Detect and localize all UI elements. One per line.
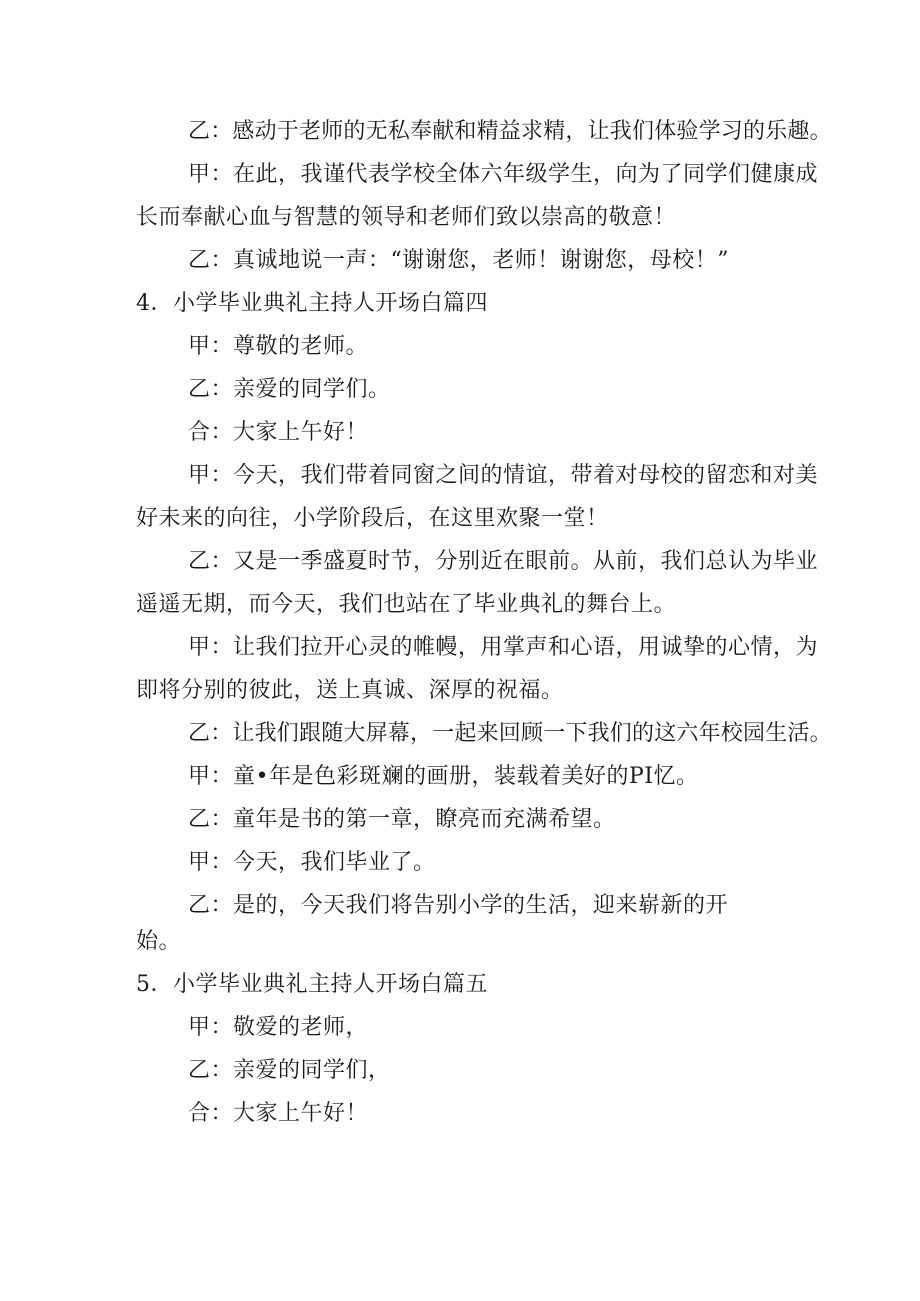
text-line: 甲：敬爱的老师， [188,1015,369,1040]
text-line: 甲：今天，我们毕业了。 [188,850,436,875]
text-line: 合：大家上午好！ [188,1101,369,1126]
text-line: 合：大家上午好！ [188,420,369,445]
text-line: 乙：童年是书的第一章，瞭亮而充满希望。 [188,807,616,832]
text-line: 即将分别的彼此，送上真诚、深厚的祝福。 [136,678,564,703]
text-line: 乙：亲爱的同学们， [188,1058,391,1083]
text-line: 乙：让我们跟随大屏幕，一起来回顾一下我们的这六年校园生活。 [188,721,832,746]
text-line: 甲：童•年是色彩斑斓的画册，装载着美好的PI忆。 [188,764,699,789]
text-line: 甲：今天，我们带着同窗之间的情谊，带着对母校的留恋和对美 [188,463,819,488]
text-line: 长而奉献心血与智慧的领导和老师们致以崇高的敬意！ [136,205,677,230]
text-line: 甲：在此，我谨代表学校全体六年级学生，向为了同学们健康成 [188,162,819,187]
section-heading: 5．小学毕业典礼主持人开场白篇五 [136,972,488,997]
text-line: 始。 [136,929,182,954]
text-line: 甲：让我们拉开心灵的帷幔，用掌声和心语，用诚挚的心情，为 [188,635,819,660]
text-line: 乙：是的，今天我们将告别小学的生活，迎来崭新的开 [188,893,729,918]
text-line: 遥遥无期，而今天，我们也站在了毕业典礼的舞台上。 [136,592,677,617]
text-line: 乙：又是一季盛夏时节，分别近在眼前。从前，我们总认为毕业 [188,549,819,574]
text-line: 乙：感动于老师的无私奉献和精益求精，让我们体验学习的乐趣。 [188,119,832,144]
text-line: 乙：真诚地说一声：“谢谢您，老师！谢谢您，母校！” [188,248,729,273]
section-heading: 4．小学毕业典礼主持人开场白篇四 [136,291,488,316]
text-line: 好未来的向往，小学阶段后，在这里欢聚一堂！ [136,506,609,531]
text-line: 乙：亲爱的同学们。 [188,377,391,402]
text-line: 甲：尊敬的老师。 [188,334,369,359]
